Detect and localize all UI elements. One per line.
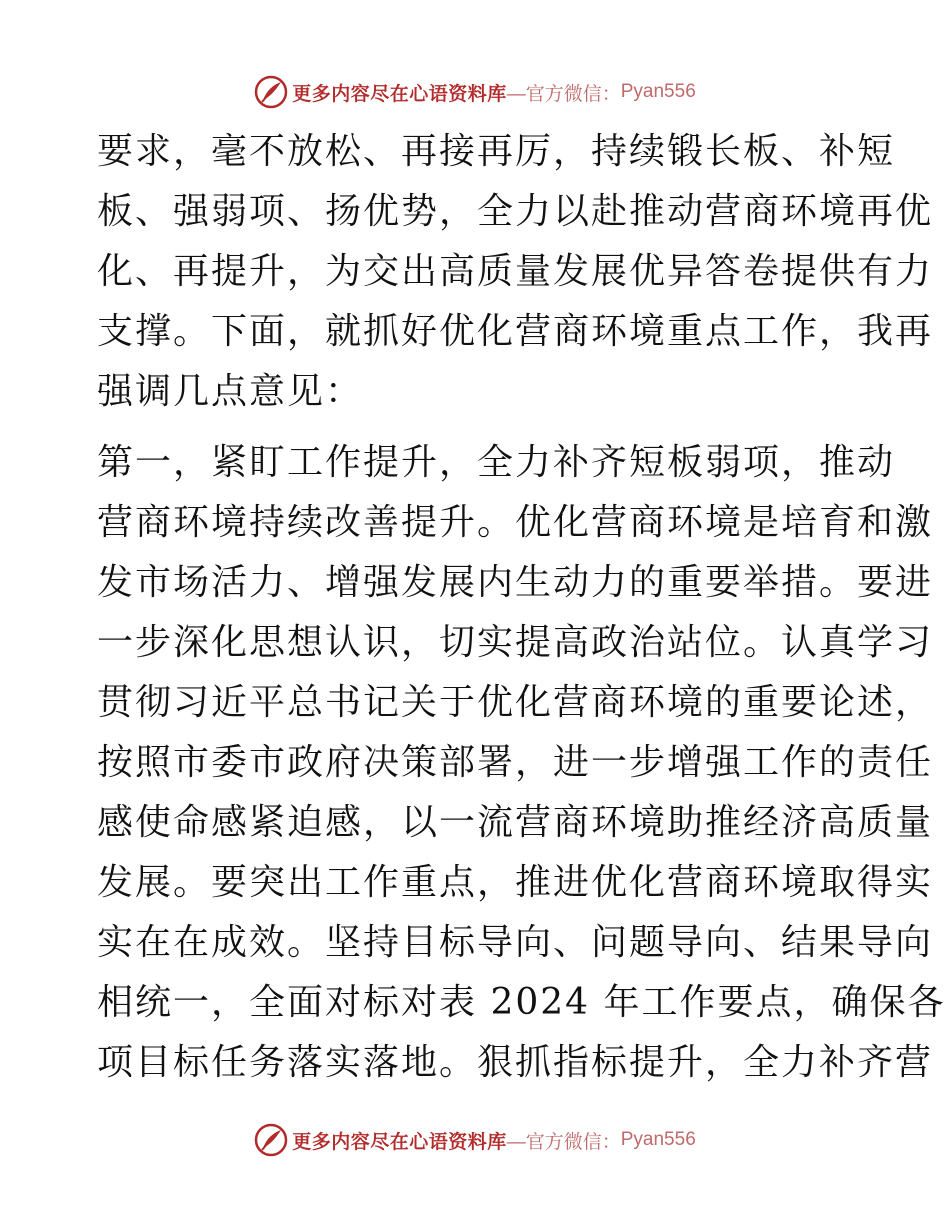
- text-line: 一步深化思想认识，切实提高政治站位。认真学习: [97, 622, 934, 663]
- text-line: 项目标任务落实落地。狠抓指标提升，全力补齐营: [97, 1042, 934, 1083]
- watermark-wechat-label: —官方微信：: [506, 1131, 621, 1153]
- text-line: 贯彻习近平总书记关于优化营商环境的重要论述，: [97, 682, 934, 723]
- text-line: 发市场活力、增强发展内生动力的重要举措。要进: [97, 562, 934, 603]
- text-line: 强调几点意见：: [97, 371, 364, 412]
- paragraph-intro: [97, 122, 934, 422]
- watermark-wechat-label: —官方微信：: [506, 83, 621, 105]
- text-line: 按照市委市政府决策部署，进一步增强工作的责任: [97, 742, 934, 783]
- text-line: 板、强弱项、扬优势，全力以赴推动营商环境再优: [97, 191, 934, 232]
- watermark-library-text: 更多内容尽在心语资料库: [292, 82, 507, 105]
- quill-logo-icon: [254, 75, 288, 109]
- text-line: 相统一，全面对标对表 2024 年工作要点，确保各: [97, 982, 946, 1023]
- document-body: [97, 122, 946, 1093]
- text-line: 第一，紧盯工作提升，全力补齐短板弱项，推动: [97, 442, 896, 483]
- text-line: 感使命感紧迫感，以一流营商环境助推经济高质量: [97, 802, 934, 843]
- text-line: 实在在成效。坚持目标导向、问题导向、结果导向: [97, 922, 934, 963]
- watermark-library-text: 更多内容尽在心语资料库: [292, 1130, 507, 1153]
- watermark-wechat-handle: Pyan556: [620, 81, 696, 102]
- footer-watermark: [0, 1118, 950, 1162]
- watermark-wechat-handle: Pyan556: [620, 1129, 696, 1150]
- text-line: 支撑。下面，就抓好优化营商环境重点工作，我再: [97, 311, 934, 352]
- text-line: 营商环境持续改善提升。优化营商环境是培育和激: [97, 502, 934, 543]
- quill-logo-icon: [254, 1123, 288, 1157]
- text-line: 发展。要突出工作重点，推进优化营商环境取得实: [97, 862, 934, 903]
- text-line: 化、再提升，为交出高质量发展优异答卷提供有力: [97, 251, 934, 292]
- text-line: 要求，毫不放松、再接再厉，持续锻长板、补短: [97, 131, 896, 172]
- header-watermark: [0, 70, 950, 114]
- paragraph-first-point: [97, 433, 946, 1093]
